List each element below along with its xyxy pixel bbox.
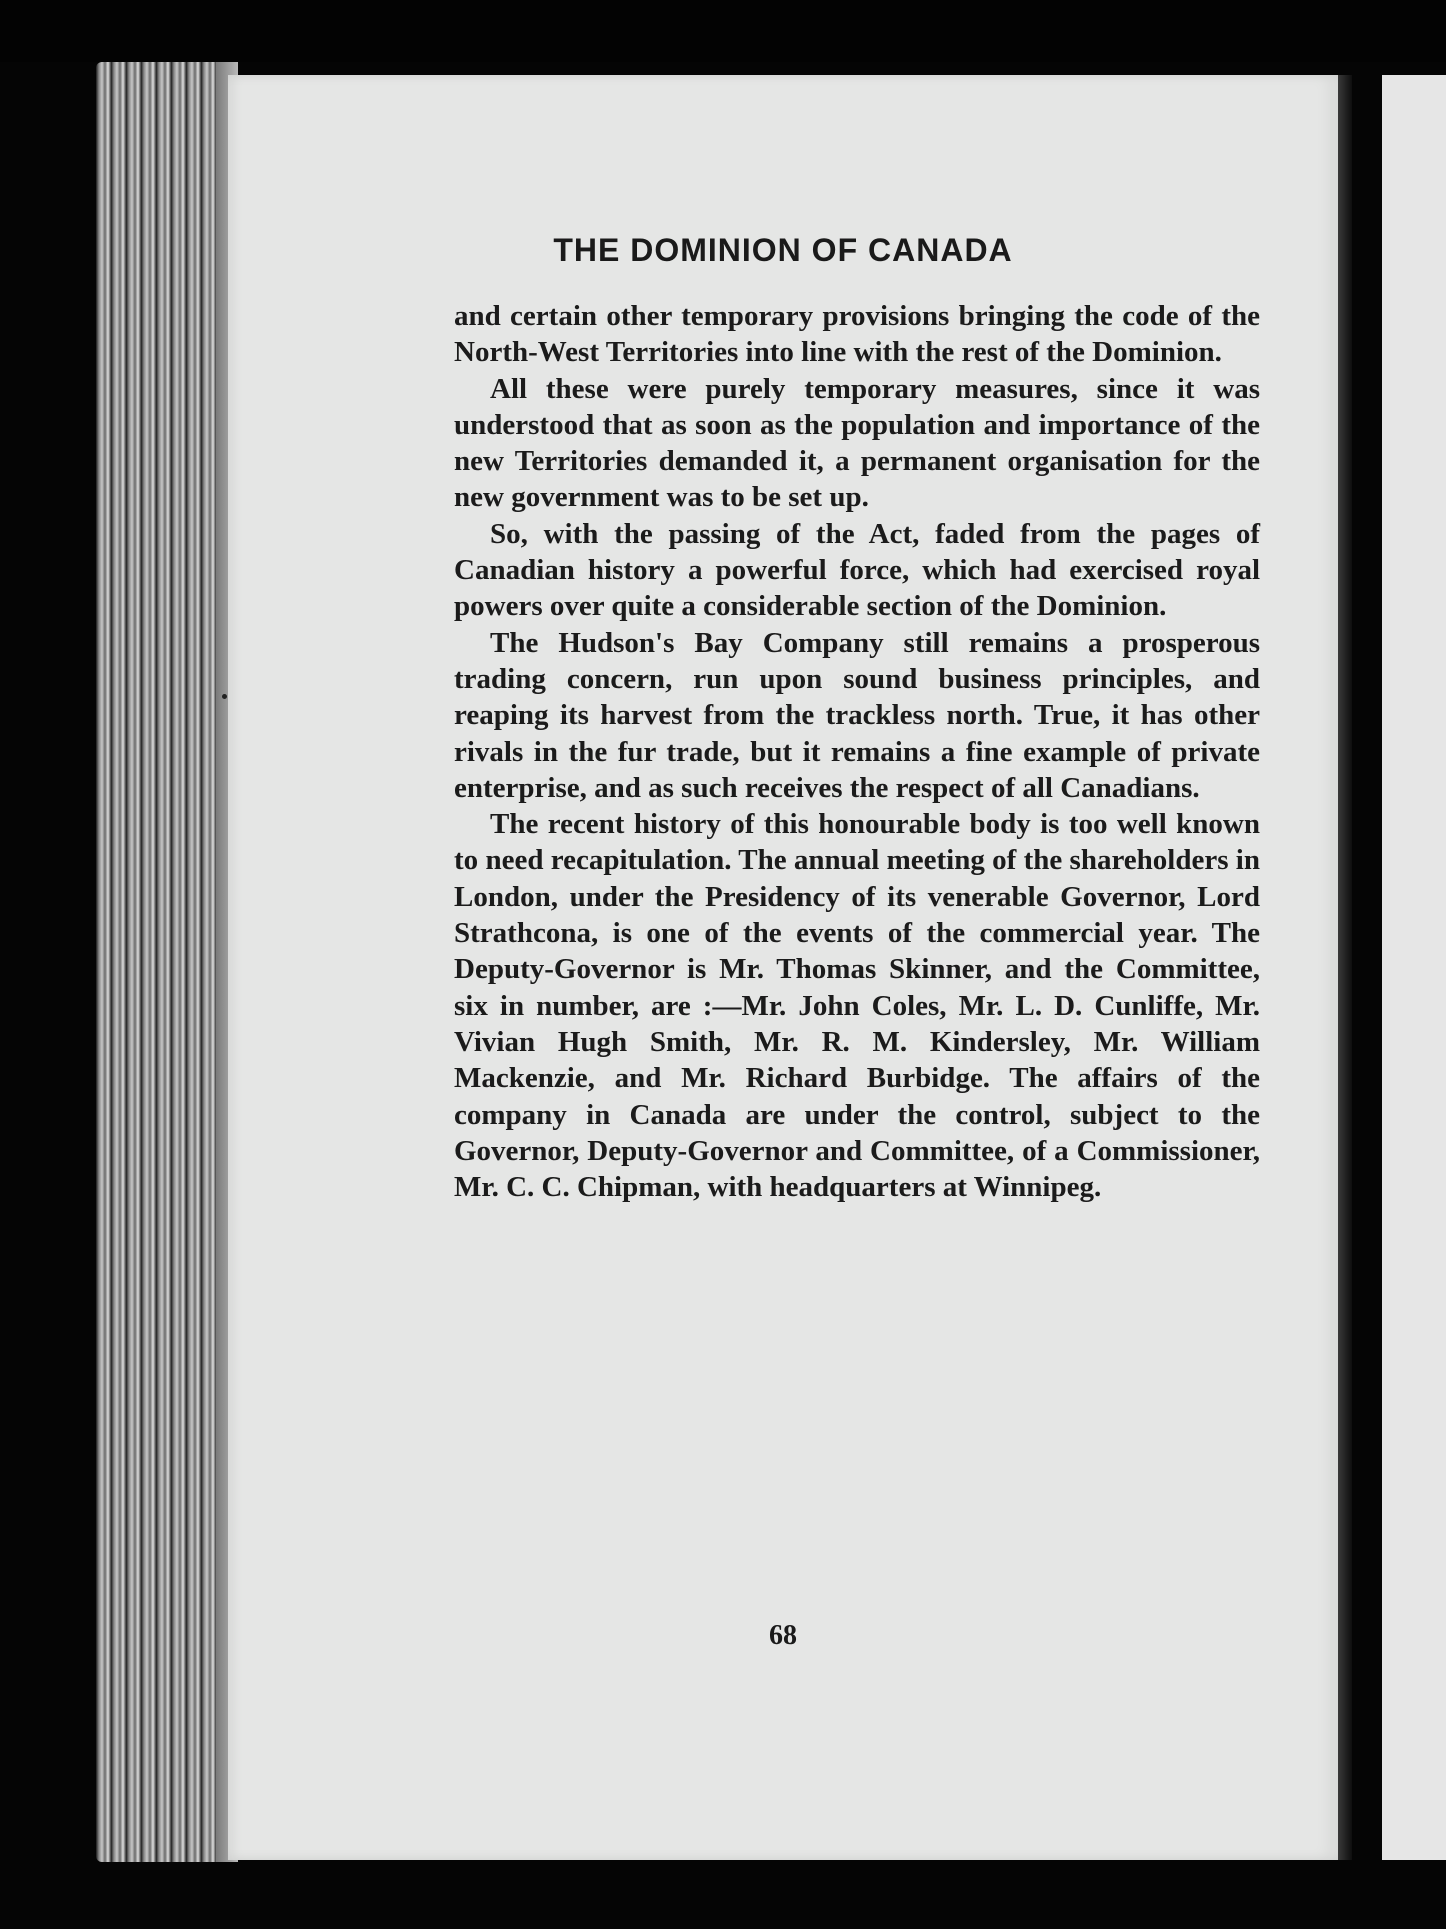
running-head: THE DOMINION OF CANADA [553, 232, 1013, 268]
book-gutter-shadow [1338, 75, 1352, 1860]
paragraph-1: and certain other temporary provisions bringing the code of the North-West Territories into line with the rest of the Dominion. [454, 300, 1260, 369]
paragraph-4: The Hudson's Bay Company still remains a prosperous trading concern, run upon sound business principles, and reaping its harvest from the trackless north. True, it has other rivals in the fur trade, but it remains a fine example of private enterprise, and as such receives the respect of all Canadians. [454, 626, 1260, 804]
paragraph-5: The recent history of this honourable body is too well known to need recapitulation. The annual meeting of the shareholders in London, under the Presidency of its venerable Governor, Lord Strathcona, is one of the events of the commercial year. The Deputy-Governor is Mr. Thomas Skinner, and the Committee, six in number, are :—Mr. John Coles, Mr. L. D. Cunliffe, Mr. Vivian Hugh Smith, Mr. R. M. Kindersley, Mr. William Mackenzie, and Mr. Richard Burbidge. The affairs of the company in Canada are under the control, subject to the Governor, Deputy-Governor and Committee, of a Commissioner, Mr. C. C. Chipman, with headquarters at Winnipeg. [454, 808, 1260, 1204]
body-text [454, 298, 1260, 1205]
scan-speck [222, 694, 227, 699]
paragraph-2: All these were purely temporary measures, since it was understood that as soon as the population and importance of the new Territories demanded it, a permanent organisation for the new government was to be set up. [454, 372, 1260, 514]
book-page-edges [96, 62, 238, 1862]
facing-page-strip [1382, 75, 1446, 1860]
scan-top-border [0, 0, 1446, 62]
paragraph-3: So, with the passing of the Act, faded from the pages of Canadian history a powerful force, which had exercised royal powers over quite a considerable section of the Dominion. [454, 517, 1260, 623]
page-number: 68 [769, 1620, 797, 1651]
